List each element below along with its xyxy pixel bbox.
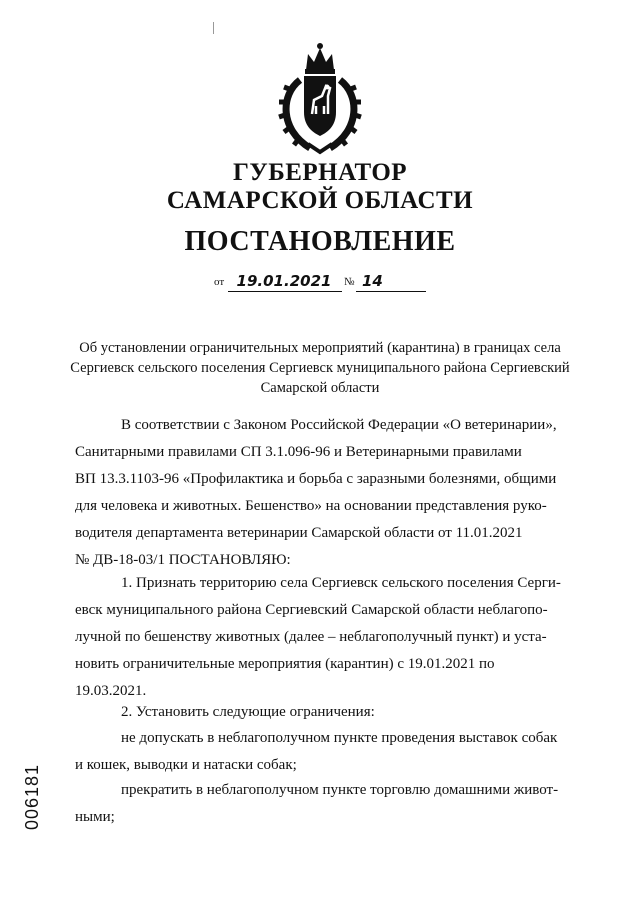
number-value: 14 (362, 272, 383, 290)
text-line: ВП 13.3.1103-96 «Профилактика и борьба с заразными болезнями, общими (75, 471, 557, 487)
date-value: 19.01.2021 (236, 272, 332, 290)
restriction-2-paragraph (75, 777, 565, 831)
text-line: для человека и животных. Бешенство» на основании представления руко- (75, 498, 547, 514)
text-line: 2. Установить следующие ограничения: (121, 704, 375, 720)
number-underline (356, 291, 426, 292)
document-subject: Об установлении ограничительных мероприятий (карантина) в границах села Сергиевск сельского поселения Сергиевск муниципального района Сергиевский Самарской области (70, 340, 570, 396)
coat-of-arms-emblem (270, 40, 370, 155)
text-line: Санитарными правилами СП 3.1.096-96 и Ветеринарными правилами (75, 444, 522, 460)
scan-mark (213, 22, 214, 34)
text-line: 19.03.2021. (75, 683, 147, 699)
intro-paragraph (75, 412, 565, 574)
text-line: не допускать в неблагополучном пункте проведения выставок собак (121, 730, 558, 746)
item-2-paragraph (75, 699, 565, 726)
text-line: лучной по бешенству животных (далее – неблагополучный пункт) и уста- (75, 629, 547, 645)
organization-title-line2: САМАРСКОЙ ОБЛАСТИ (166, 187, 474, 214)
item-1-paragraph (75, 570, 565, 705)
text-line: ными; (75, 809, 115, 825)
text-line: В соответствии с Законом Российской Федерации «О ветеринарии», (121, 417, 557, 433)
text-line: водителя департамента ветеринарии Самарской области от 11.01.2021 (75, 525, 523, 541)
text-line: прекратить в неблагополучном пункте торговлю домашними живот- (121, 782, 559, 798)
text-line: и кошек, выводки и натаски собак; (75, 757, 297, 773)
date-underline (228, 291, 342, 292)
text-line: новить ограничительные мероприятия (карантин) с 19.01.2021 по (75, 656, 495, 672)
date-prefix: от (214, 276, 225, 288)
document-type: ПОСТАНОВЛЕНИЕ (184, 226, 456, 257)
text-line: евск муниципального района Сергиевский Самарской области неблагопо- (75, 602, 548, 618)
text-line: № ДВ-18-03/1 ПОСТАНОВЛЯЮ: (75, 552, 291, 568)
number-prefix: № (344, 276, 355, 288)
text-line: 1. Признать территорию села Сергиевск сельского поселения Серги- (121, 575, 561, 591)
archive-stamp-number: 006181 (22, 763, 42, 830)
restriction-1-paragraph (75, 725, 565, 779)
organization-title-line1: ГУБЕРНАТОР (232, 159, 408, 186)
